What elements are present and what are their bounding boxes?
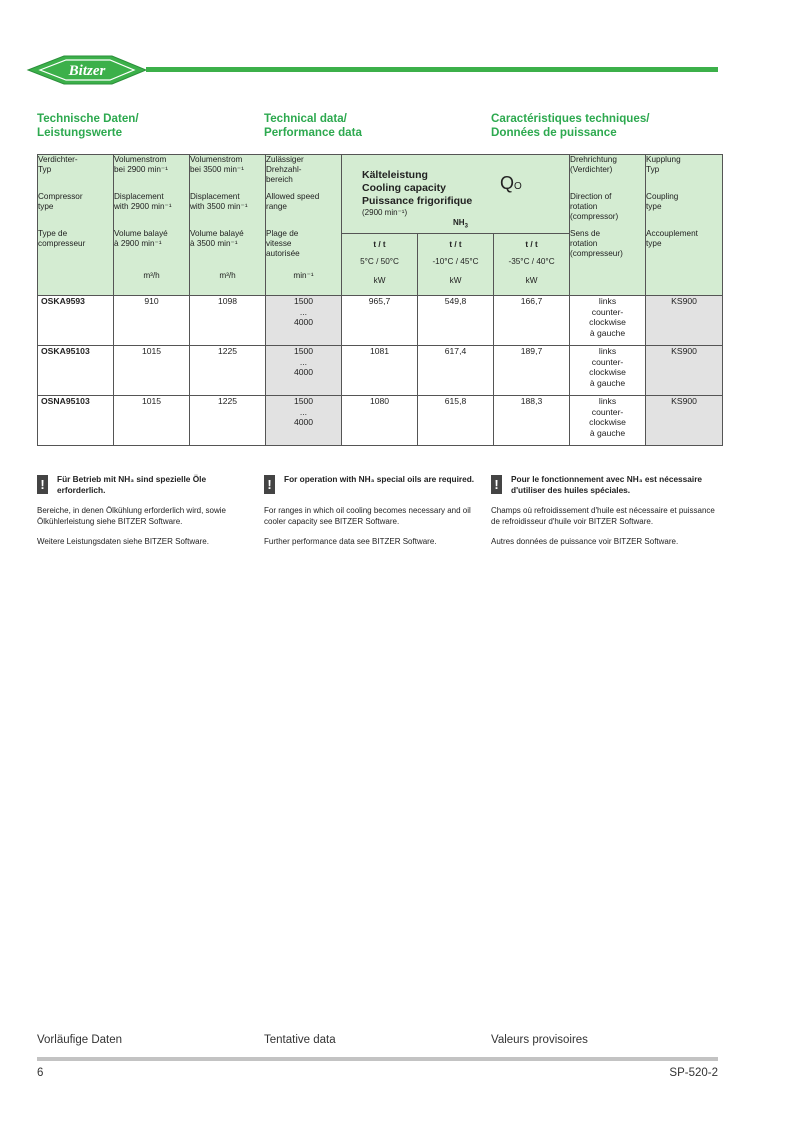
model-cell: OSKA9593 xyxy=(38,296,114,346)
col-coupling: Kupplung Typ Coupling type Accouplement type xyxy=(646,155,723,296)
coupling-cell: KS900 xyxy=(646,296,723,346)
capacity-3-cell: 166,7 xyxy=(494,296,570,346)
displacement-2900-cell: 910 xyxy=(114,296,190,346)
capacity-1-cell: 1080 xyxy=(342,396,418,446)
section-title-de: Technische Daten/ Leistungswerte xyxy=(37,112,139,139)
note-de xyxy=(37,474,252,558)
capacity-3-cell: 188,3 xyxy=(494,396,570,446)
capacity-2-cell: 549,8 xyxy=(418,296,494,346)
rotation-cell: links counter- clockwise à gauche xyxy=(570,296,646,346)
capacity-symbol: QO xyxy=(500,173,522,193)
footer-rule xyxy=(37,1057,718,1061)
warning-icon: ! xyxy=(264,475,275,494)
performance-table xyxy=(37,154,723,446)
coupling-cell: KS900 xyxy=(646,346,723,396)
warning-icon: ! xyxy=(491,475,502,494)
capacity-2-cell: 617,4 xyxy=(418,346,494,396)
displacement-2900-cell: 1015 xyxy=(114,346,190,396)
table-header-row xyxy=(38,155,723,296)
note-text: Autres données de puissance voir BITZER Software. xyxy=(491,537,679,546)
capacity-3-cell: 189,7 xyxy=(494,346,570,396)
col-displacement-3500: Volumenstrom bei 3500 min⁻¹ Displacement with 3500 min⁻¹ Volume balayé à 3500 min⁻¹ m³/h xyxy=(190,155,266,296)
displacement-3500-cell: 1098 xyxy=(190,296,266,346)
section-title-en: Technical data/ Performance data xyxy=(264,112,362,139)
note-text: Champs où refroidissement d'huile est nécessaire et puissance de refroidisseur d'huile voir BITZER Software. xyxy=(491,506,715,526)
bitzer-logo xyxy=(26,50,148,90)
header-rule xyxy=(146,67,718,72)
rotation-cell: links counter- clockwise à gauche xyxy=(570,396,646,446)
page-number: 6 xyxy=(37,1067,44,1079)
speed-range-cell: 1500 ... 4000 xyxy=(266,296,342,346)
speed-range-cell: 1500 ... 4000 xyxy=(266,396,342,446)
refrigerant-label: $NH_3$ xyxy=(453,218,468,230)
col-displacement-2900: Volumenstrom bei 2900 min⁻¹ Displacement with 2900 min⁻¹ Volume balayé à 2900 min⁻¹ m³/h xyxy=(114,155,190,296)
table-row xyxy=(38,296,723,346)
section-title-fr: Caractéristiques techniques/ Données de puissance xyxy=(491,112,650,139)
warning-en: ! For operation with NH₃ special oils are required. xyxy=(264,474,479,496)
capacity-1-cell: 1081 xyxy=(342,346,418,396)
capacity-title-de: Kälteleistung xyxy=(362,169,428,181)
footer-tentative-de: Vorläufige Daten xyxy=(37,1034,123,1046)
model-cell: OSNA95103 xyxy=(38,396,114,446)
coupling-cell: KS900 xyxy=(646,396,723,446)
note-text: For ranges in which oil cooling becomes necessary and oil cooler capacity see BITZER Software. xyxy=(264,506,471,526)
footer-tentative-en: Tentative data xyxy=(264,1034,336,1046)
speed-range-cell: 1500 ... 4000 xyxy=(266,346,342,396)
table-row xyxy=(38,396,723,446)
capacity-1-cell: 965,7 xyxy=(342,296,418,346)
col-speed-range: Zulässiger Drehzahl- bereich Allowed speed range Plage de vitesse autorisée min⁻¹ xyxy=(266,155,342,296)
capacity-title-fr: Puissance frigorifique xyxy=(362,195,473,207)
note-fr xyxy=(491,474,718,558)
col-compressor-type: Verdichter- Typ Compressor type Type de compresseur xyxy=(38,155,114,296)
displacement-3500-cell: 1225 xyxy=(190,396,266,446)
capacity-cond-1: t / t 5°C / 50°C kW xyxy=(342,234,418,295)
document-id: SP-520-2 xyxy=(669,1067,718,1079)
capacity-cond-2: t / t -10°C / 45°C kW xyxy=(418,234,494,295)
note-text: Weitere Leistungsdaten siehe BITZER Software. xyxy=(37,537,209,546)
note-en xyxy=(264,474,479,558)
capacity-speed: (2900 min⁻¹) xyxy=(362,208,408,217)
warning-icon: ! xyxy=(37,475,48,494)
model-cell: OSKA95103 xyxy=(38,346,114,396)
displacement-3500-cell: 1225 xyxy=(190,346,266,396)
note-text: Bereiche, in denen Ölkühlung erforderlich wird, sowie Ölkühlerleistung siehe BITZER Software. xyxy=(37,506,226,526)
col-cooling-capacity xyxy=(342,155,570,296)
svg-text:Bitzer: Bitzer xyxy=(68,63,106,79)
warning-fr: ! Pour le fonctionnement avec NH₃ est nécessaire d'utiliser des huiles spéciales. xyxy=(491,474,718,496)
capacity-cond-3: t / t -35°C / 40°C kW xyxy=(508,240,555,285)
col-rotation: Drehrichtung (Verdichter) Direction of rotation (compressor) Sens de rotation (compresseur) xyxy=(570,155,646,296)
note-text: Further performance data see BITZER Software. xyxy=(264,537,437,546)
warning-de: ! Für Betrieb mit NH₃ sind spezielle Öle erforderlich. xyxy=(37,474,252,496)
capacity-title-en: Cooling capacity xyxy=(362,182,447,194)
table-row xyxy=(38,346,723,396)
footer-tentative-fr: Valeurs provisoires xyxy=(491,1034,588,1046)
rotation-cell: links counter- clockwise à gauche xyxy=(570,346,646,396)
capacity-2-cell: 615,8 xyxy=(418,396,494,446)
displacement-2900-cell: 1015 xyxy=(114,396,190,446)
